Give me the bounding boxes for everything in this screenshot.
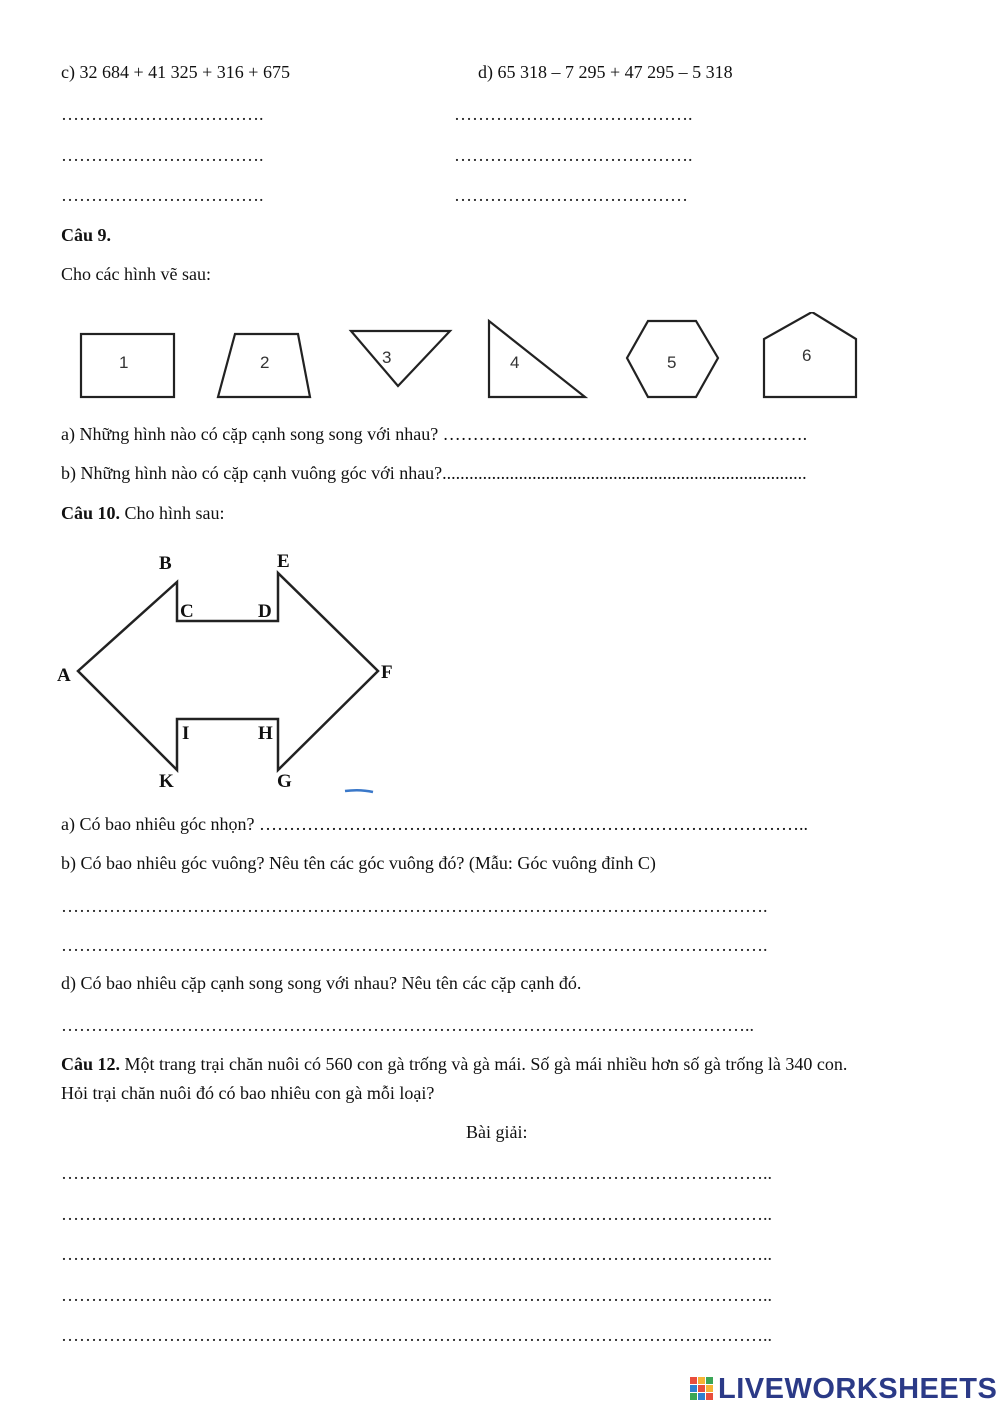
- blue-mark: [345, 790, 373, 792]
- answer-line-10b-1[interactable]: ……………………………………………………………………………………………………….: [61, 896, 768, 916]
- answer-line-8c-1[interactable]: …………………………….: [61, 104, 264, 124]
- question-12-line-1: [61, 1053, 847, 1075]
- question-10-heading: [61, 502, 225, 524]
- shape-label-1: 1: [119, 353, 129, 372]
- question-12-text-2: Hỏi trại chăn nuôi đó có bao nhiêu con gà mỗi loại?: [61, 1083, 435, 1103]
- question-10-intro: Cho hình sau:: [120, 503, 225, 523]
- solution-line-3[interactable]: ………………………………………………………………………………………………………..: [61, 1244, 772, 1264]
- vertex-i: I: [182, 723, 190, 744]
- shape-label-2: 2: [260, 353, 270, 372]
- shapes-figure: [70, 312, 870, 408]
- liveworksheets-logo[interactable]: [690, 1372, 997, 1406]
- answer-line-10b-2[interactable]: ……………………………………………………………………………………………………….: [61, 935, 768, 955]
- answer-line-8d-1[interactable]: ………………………………….: [454, 104, 693, 124]
- shape-3-triangle: [351, 331, 450, 386]
- shape-label-3: 3: [382, 348, 392, 367]
- answer-line-8d-2[interactable]: ………………………………….: [454, 145, 693, 165]
- vertex-b: B: [159, 553, 172, 574]
- shape-4-right-triangle: [489, 321, 585, 397]
- question-9-intro: Cho các hình vẽ sau:: [61, 264, 211, 284]
- question-12-text-1: Một trang trại chăn nuôi có 560 con gà trống và gà mái. Số gà mái nhiều hơn số gà trống là 340 con.: [120, 1054, 848, 1074]
- double-arrow-shape: [78, 573, 378, 770]
- vertex-f: F: [381, 662, 393, 683]
- exercise-8d: d) 65 318 – 7 295 + 47 295 – 5 318: [478, 62, 733, 82]
- solution-line-5[interactable]: ………………………………………………………………………………………………………..: [61, 1325, 772, 1345]
- question-9b: b) Những hình nào có cặp cạnh vuông góc với nhau?.................................................................................: [61, 463, 807, 483]
- vertex-d: D: [258, 601, 272, 622]
- question-10d: d) Có bao nhiêu cặp cạnh song song với nhau? Nêu tên các cặp cạnh đó.: [61, 973, 582, 993]
- liveworksheets-logo-text: LIVEWORKSHEETS: [718, 1372, 998, 1405]
- vertex-g: G: [277, 771, 292, 792]
- vertex-k: K: [159, 771, 174, 792]
- question-9a: a) Những hình nào có cặp cạnh song song với nhau? …………………………………………………….: [61, 424, 808, 444]
- liveworksheets-logo-icon: [690, 1377, 714, 1401]
- solution-line-4[interactable]: ………………………………………………………………………………………………………..: [61, 1285, 772, 1305]
- exercise-8c: c) 32 684 + 41 325 + 316 + 675: [61, 62, 290, 82]
- shape-label-6: 6: [802, 346, 812, 365]
- solution-line-1[interactable]: ………………………………………………………………………………………………………..: [61, 1163, 772, 1183]
- shape-label-4: 4: [510, 353, 520, 372]
- answer-line-10d[interactable]: ……………………………………………………………………………………………………..: [61, 1015, 754, 1035]
- solution-line-2[interactable]: ………………………………………………………………………………………………………..: [61, 1204, 772, 1224]
- arrow-figure: [55, 540, 415, 800]
- vertex-c: C: [180, 601, 194, 622]
- shape-label-5: 5: [667, 353, 677, 372]
- question-10a: a) Có bao nhiêu góc nhọn? ………………………………………………………………………………..: [61, 814, 808, 834]
- answer-line-8c-2[interactable]: …………………………….: [61, 145, 264, 165]
- answer-line-8d-3[interactable]: …………………………………: [454, 185, 688, 205]
- question-9-title: Câu 9.: [61, 225, 112, 245]
- vertex-e: E: [277, 551, 290, 572]
- solution-heading: Bài giải:: [466, 1122, 528, 1142]
- question-10b: b) Có bao nhiêu góc vuông? Nêu tên các góc vuông đó? (Mẫu: Góc vuông đỉnh C): [61, 853, 656, 873]
- question-10-title: Câu 10.: [61, 503, 121, 523]
- answer-line-8c-3[interactable]: …………………………….: [61, 185, 264, 205]
- vertex-h: H: [258, 723, 273, 744]
- vertex-a: A: [57, 665, 71, 686]
- question-12-title: Câu 12.: [61, 1054, 121, 1074]
